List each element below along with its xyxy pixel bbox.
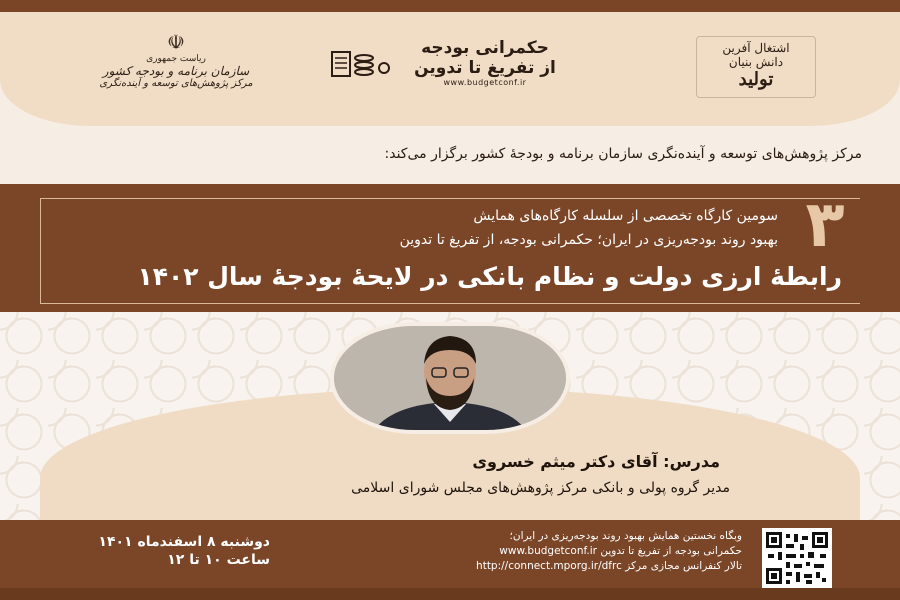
workshop-title: رابطهٔ ارزی دولت و نظام بانکی در لایحهٔ بودجهٔ سال ۱۴۰۲ (137, 262, 842, 291)
org-line-1: ریاست جمهوری (146, 54, 206, 64)
conference-title-1: حکمرانی بودجه (421, 38, 549, 58)
workshop-subtitle-2: بهبود روند بودجه‌ریزی در ایران؛ حکمرانی بودجه، از تفریغ تا تدوین (399, 232, 778, 248)
footer-info-1: وبگاه نخستین همایش بهبود روند بودجه‌ریزی در ایران؛ (509, 530, 742, 542)
workshop-subtitle-1: سومین کارگاه تخصصی از سلسله کارگاه‌های همایش (473, 208, 778, 224)
intro-text: مرکز پژوهش‌های توسعه و آینده‌نگری سازمان برنامه و بودجهٔ کشور برگزار می‌کند: (384, 146, 862, 162)
organization-logo (96, 30, 256, 100)
conference-logo (330, 38, 570, 98)
org-line-3: مرکز پژوهش‌های توسعه و آینده‌نگری (99, 78, 253, 89)
iran-emblem-icon: ☫ (167, 30, 185, 54)
qr-code-icon[interactable] (762, 528, 832, 588)
footer-info-2[interactable]: حکمرانی بودجه از تفریغ تا تدوین www.budgetconf.ir (499, 545, 742, 557)
header-top-strip (0, 0, 900, 12)
event-date: دوشنبه ۸ اسفندماه ۱۴۰۱ (98, 534, 270, 550)
production-slogan-logo (696, 36, 816, 98)
footer-info-3[interactable]: تالار کنفرانس مجازی مرکز http://connect.mporg.ir/dfrc (476, 560, 742, 572)
slogan-line-2: دانش بنیان (728, 55, 784, 69)
event-time: ساعت ۱۰ تا ۱۲ (167, 552, 270, 568)
org-line-2: سازمان برنامه و بودجه کشور (102, 64, 250, 78)
conference-title-2: از تفریغ تا تدوین (414, 58, 556, 78)
slogan-line-3: تولید (738, 69, 774, 90)
slogan-line-1: اشتغال آفرین (722, 41, 790, 55)
teacher-name: مدرس: آقای دکتر میثم خسروی (472, 452, 720, 471)
speaker-photo (330, 322, 570, 434)
workshop-number: ۳ (805, 188, 845, 262)
teacher-role: مدیر گروه پولی و بانکی مرکز پژوهش‌های مجلس شورای اسلامی (351, 480, 730, 496)
conference-url: www.budgetconf.ir (443, 78, 527, 87)
speaker-portrait-icon (334, 326, 566, 430)
budget-coins-icon (330, 48, 392, 82)
